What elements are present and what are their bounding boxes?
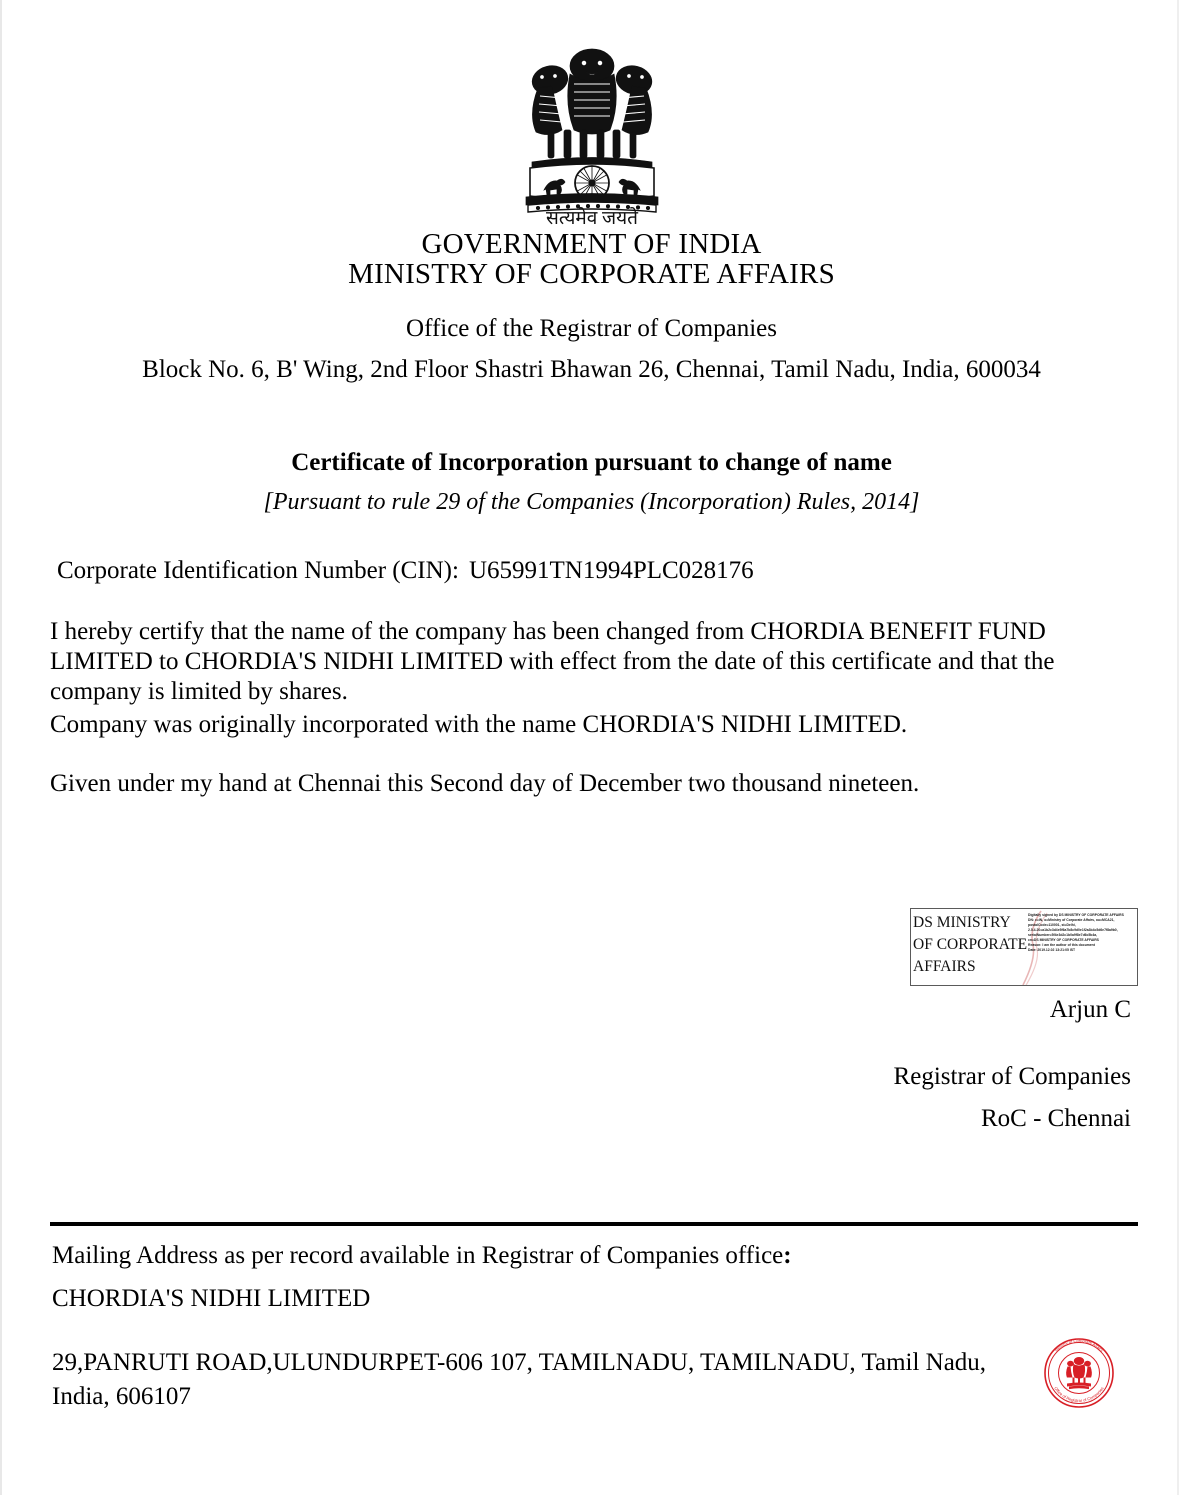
dsc-detail-line: postalCode=110001, st=Delhi, bbox=[1028, 923, 1076, 927]
seal-top-text: Ministry of Corporate Affairs bbox=[1053, 1337, 1105, 1353]
signatory-designation: Registrar of Companies bbox=[893, 1063, 1131, 1090]
mailing-address-label-text: Mailing Address as per record available in Registrar of Companies office bbox=[52, 1242, 784, 1269]
national-emblem-of-india-icon bbox=[492, 44, 692, 226]
mailing-company-name: CHORDIA'S NIDHI LIMITED bbox=[52, 1285, 371, 1312]
dsc-detail-line: Digitally signed by DS MINISTRY OF CORPORATE AFFAIRS bbox=[1028, 913, 1124, 917]
dsc-detail-line: 2.5.4.20=a1b2c3d4e5f6a7b8c9d0e1f2a3b4c5d6e7f8a9b0, bbox=[1028, 928, 1118, 932]
certificate-title: Certificate of Incorporation pursuant to change of name bbox=[291, 449, 892, 476]
cin-label: Corporate Identification Number (CIN): bbox=[57, 557, 459, 584]
cin-line bbox=[57, 557, 754, 585]
mailing-address-label-colon: : bbox=[783, 1242, 792, 1269]
digital-signature-stamp bbox=[910, 908, 1138, 986]
dsc-stamp-line-2: OF CORPORATE bbox=[913, 936, 1028, 953]
dsc-detail-line: cn=DS MINISTRY OF CORPORATE AFFAIRS bbox=[1028, 938, 1099, 942]
dsc-stamp-line-1: DS MINISTRY bbox=[913, 914, 1011, 931]
given-under-hand-paragraph: Given under my hand at Chennai this Second day of December two thousand nineteen. bbox=[50, 770, 920, 797]
mailing-address-label bbox=[52, 1242, 792, 1270]
signatory-office: RoC - Chennai bbox=[981, 1105, 1131, 1132]
digital-signature-details bbox=[1028, 913, 1136, 953]
dsc-detail-line: Reason: I am the author of this document bbox=[1028, 943, 1095, 947]
roc-official-seal bbox=[1036, 1330, 1122, 1416]
original-name-paragraph: Company was originally incorporated with the name CHORDIA'S NIDHI LIMITED. bbox=[50, 711, 908, 738]
signatory-name: Arjun C bbox=[1049, 996, 1131, 1023]
footer-divider bbox=[50, 1222, 1138, 1226]
national-emblem-container bbox=[2, 44, 1179, 231]
cin-value: U65991TN1994PLC028176 bbox=[468, 557, 754, 584]
office-address: Block No. 6, B' Wing, 2nd Floor Shastri Bhawan 26, Chennai, Tamil Nadu, India, 600034 bbox=[142, 356, 1041, 383]
ministry-title: MINISTRY OF CORPORATE AFFAIRS bbox=[348, 258, 835, 290]
certificate-subtitle: [Pursuant to rule 29 of the Companies (Incorporation) Rules, 2014] bbox=[263, 489, 920, 515]
emblem-motto: सत्यमेव जयते bbox=[545, 208, 638, 226]
digital-signature-stamp-text bbox=[913, 912, 1028, 978]
office-name: Office of the Registrar of Companies bbox=[406, 315, 777, 342]
dsc-stamp-line-3: AFFAIRS bbox=[913, 958, 976, 975]
mailing-address-value: 29,PANRUTI ROAD,ULUNDURPET-606 107, TAMILNADU, TAMILNADU, Tamil Nadu, India, 606107 bbox=[52, 1349, 987, 1410]
certification-paragraph: I hereby certify that the name of the company has been changed from CHORDIA BENEFIT FUND LIMITED to CHORDIA'S NIDHI LIMITED with effect from the date of this certificate and that the company is limited by shares. bbox=[50, 618, 1055, 705]
government-title: GOVERNMENT OF INDIA bbox=[421, 228, 762, 260]
seal-bottom-text: Office of Registrar of Companies bbox=[1053, 1385, 1105, 1404]
dsc-detail-line: Date: 2019.12.02 13:21:05 IST bbox=[1028, 948, 1076, 952]
dsc-detail-line: DN: c=IN, o=Ministry of Corporate Affairs, ou=MCA21, bbox=[1028, 918, 1115, 922]
dsc-detail-line: serialNumber=5f4e3d2c1b0a9f8e7d6c5b4a, bbox=[1028, 933, 1098, 937]
